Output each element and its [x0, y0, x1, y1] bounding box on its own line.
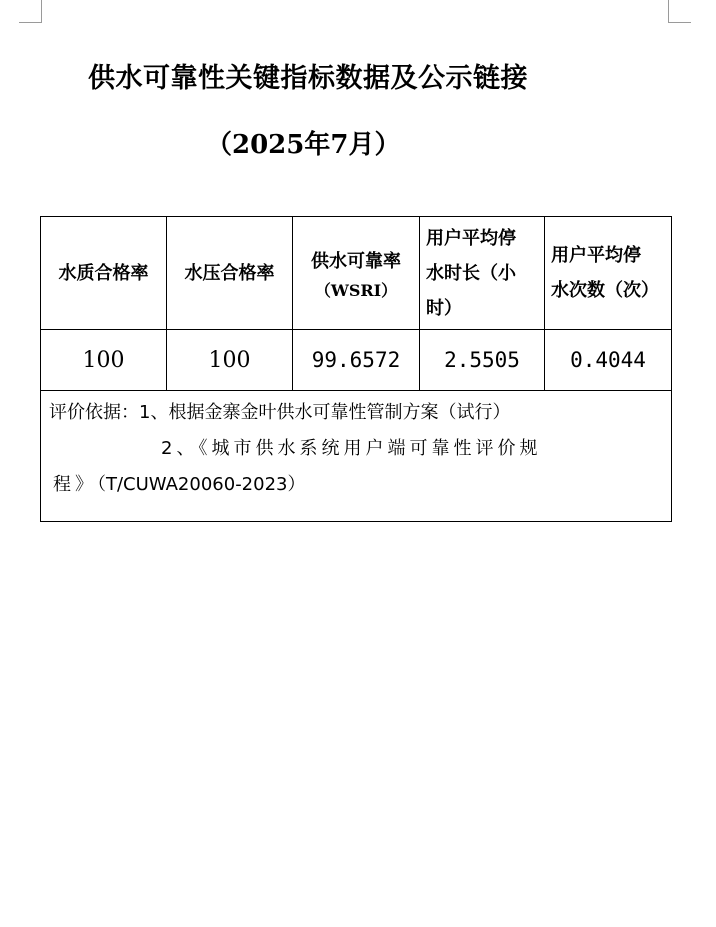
crop-mark-top-right — [668, 0, 691, 23]
header-outage-duration-line3: 时） — [426, 297, 462, 319]
evaluation-basis-note — [41, 391, 672, 522]
value-water-pressure: 100 — [167, 330, 293, 391]
crop-mark-top-left — [19, 0, 42, 23]
header-outage-duration — [420, 217, 545, 330]
header-outage-duration-line2: 水时长（小 — [426, 262, 516, 284]
note-line-3-prefix: 程》 — [53, 474, 97, 495]
header-outage-duration-line1: 用户平均停 — [426, 227, 516, 249]
value-outage-duration: 2.5505 — [420, 330, 545, 391]
note-line-1: 评价依据：1、根据金寨金叶供水可靠性管制方案（试行） — [49, 402, 511, 423]
header-water-quality-label: 水质合格率 — [58, 262, 149, 284]
header-outage-count-line2: 水次数（次） — [551, 280, 659, 301]
value-outage-count: 0.4044 — [545, 330, 672, 391]
document-subtitle: （2025年7月） — [206, 130, 401, 160]
header-wsri-main: 供水可靠率 — [311, 250, 401, 272]
header-water-pressure — [167, 217, 293, 330]
value-water-quality: 100 — [41, 330, 167, 391]
header-outage-count-line1: 用户平均停 — [551, 245, 641, 266]
header-outage-count — [545, 217, 672, 330]
note-line-2: 2、《城市供水系统用户端可靠性评价规 — [161, 438, 542, 459]
header-water-quality — [41, 217, 167, 330]
note-standard-code: （T/CUWA20060-2023） — [97, 474, 306, 495]
header-wsri-sub: （WSRI） — [314, 280, 398, 300]
table-header-row — [41, 217, 672, 330]
note-line-3 — [41, 467, 671, 503]
header-water-pressure-label: 水压合格率 — [184, 262, 275, 284]
table-notes-row — [41, 391, 672, 522]
header-wsri — [293, 217, 420, 330]
indicator-table — [40, 216, 672, 522]
value-wsri: 99.6572 — [293, 330, 420, 391]
document-title: 供水可靠性关键指标数据及公示链接 — [88, 63, 528, 94]
table-row — [41, 330, 672, 391]
